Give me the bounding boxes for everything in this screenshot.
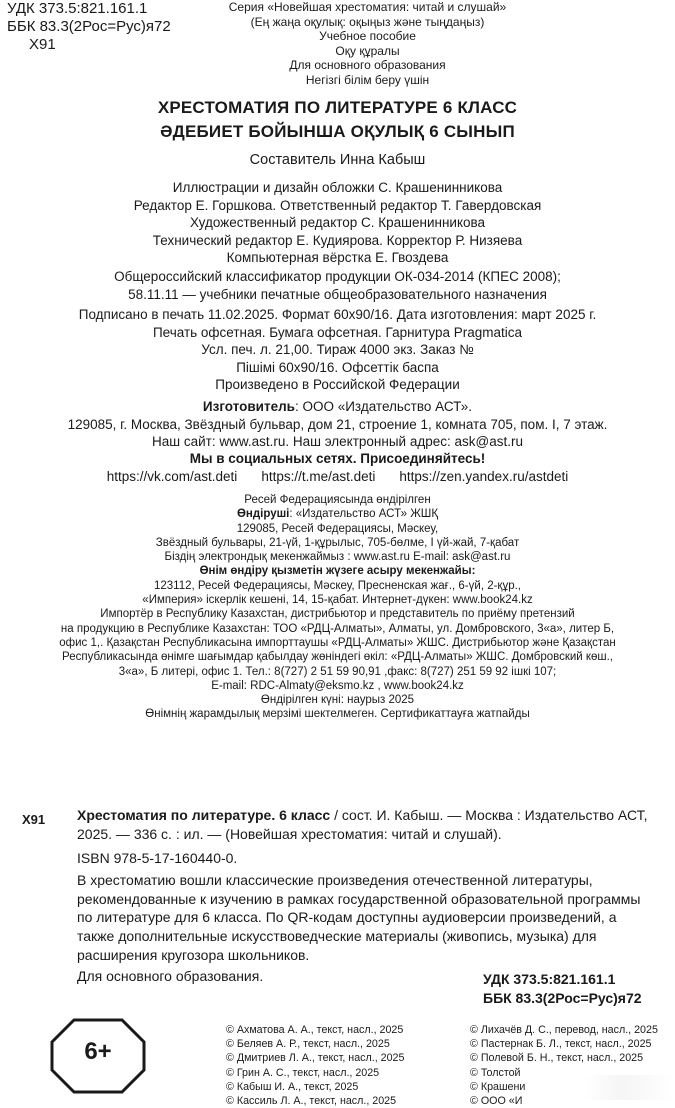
- classifier-line: Общероссийский классификатор продукции ОК-034-2014 (КПЕС 2008);: [114, 269, 561, 284]
- kz-line: Өндірілген күні: наурыз 2025: [260, 694, 415, 707]
- credit-line: Технический редактор Е. Кудиярова. Корректор Р. Низяева: [152, 232, 523, 248]
- kz-line: E-mail: RDC-Almaty@eksmo.kz , www.book24.kz: [211, 679, 464, 692]
- title-kazakh: ӘДЕБИЕТ БОЙЫНША ОҚУЛЫҚ 6 СЫНЫП: [160, 122, 515, 141]
- kz-line: 129085, Ресей Федерациясы, Мәскеу,: [236, 522, 439, 535]
- bbk-code: ББК 83.3(2Рос=Рус)я72: [483, 989, 642, 1006]
- series-line: Серия «Новейшая хрестоматия: читай и слушай»: [228, 0, 507, 14]
- copyright-line: © Крашени: [470, 1080, 526, 1093]
- social-link-zen[interactable]: https://zen.yandex.ru/astdeti: [399, 468, 569, 484]
- kz-line: Ресей Федерациясында өндірілген: [244, 494, 431, 506]
- credit-line: Редактор Е. Горшкова. Ответственный редактор Т. Гавердовская: [133, 197, 542, 213]
- copyright-line: © Дмитриев Л. А., текст, насл., 2025: [226, 1052, 405, 1065]
- print-line: Подписано в печать 11.02.2025. Формат 60х90/16. Дата изготовления: март 2025 г.: [78, 307, 597, 322]
- kz-line: Біздің электрондық мекенжаймыз : www.ast.ru E-mail: ask@ast.ru: [164, 551, 511, 564]
- kz-line: Звёздный бульвары, 21-үй, 1-құрылыс, 705-бөлме, I үй-жай, 7-қабат: [155, 536, 520, 549]
- kz-line: «Империя» іскерлік кешені, 14, 15-қабат. Интернет-дүкен: www.book24.kz: [142, 594, 533, 607]
- manufacturer-address: 129085, г. Москва, Звёздный бульвар, дом 21, строение 1, комната 705, пом. I, 7 этаж.: [67, 416, 608, 432]
- manufacturer-name: : ООО «Издательство АСТ».: [294, 399, 473, 414]
- series-block: [170, 0, 565, 87]
- author-sign: Х91: [29, 36, 56, 53]
- classifier-line: 58.11.11 — учебники печатные общеобразовательного назначения: [128, 286, 547, 302]
- social-heading: Мы в социальных сетях. Присоединяйтесь!: [189, 451, 486, 466]
- annotation: [77, 871, 655, 985]
- book-title: [0, 96, 675, 144]
- copyright-line: © Кассиль Л. А., текст, насл., 2025: [226, 1095, 397, 1108]
- manufacturer-site: Наш сайт: www.ast.ru. Наш электронный адрес: ask@ast.ru: [152, 434, 523, 449]
- copyright-line: © Беляев А. Р., текст, насл., 2025: [226, 1038, 390, 1051]
- udk-codes-bottom: [483, 970, 642, 1007]
- udk-codes-top: [7, 0, 171, 54]
- credits: [0, 179, 675, 267]
- bib-title: Хрестоматия по литературе. 6 класс: [77, 807, 331, 823]
- title-russian: ХРЕСТОМАТИЯ ПО ЛИТЕРАТУРЕ 6 КЛАСС: [157, 98, 518, 117]
- print-line: Печать офсетная. Бумага офсетная. Гарнитура Pragmatica: [152, 324, 523, 340]
- copyrights-left: [226, 1023, 404, 1108]
- classifier: [0, 268, 675, 303]
- bib-details: / сост. И. Кабыш. — Москва : Издательство АСТ, 2025. — 336 с. : ил. — (Новейшая хрестоматия: читай и слушай).: [77, 807, 648, 842]
- compiler: Составитель Инна Кабыш: [249, 152, 426, 168]
- credit-line: Художественный редактор С. Крашенинникова: [189, 215, 486, 230]
- kz-line: офис 1,. Қазақстан Республикасына импорттаушы «РДЦ-Алматы» ЖШС. Дистрибьютор және Қазақстан: [59, 636, 616, 649]
- social-links: [0, 468, 675, 486]
- kazakh-info: [0, 493, 675, 722]
- kz-line: Импортёр в Республику Казахстан, дистрибьютор и представитель по приёму претензий: [100, 608, 575, 621]
- annotation-text: В хрестоматию вошли классические произведения отечественной литературы, рекомендованные к изучению в рамках государственной образовательной программы по литературе для 6 класса. По QR-кодам доступны аудиоверсии произведений, а также дополнительные искусствоведческие материалы (живопись, музыка) для расширения кругозора школьников.: [77, 872, 641, 963]
- print-line: Усл. печ. л. 21,00. Тираж 4000 экз. Заказ №: [201, 342, 474, 357]
- print-line: Произведено в Российской Федерации: [215, 377, 460, 392]
- copyright-line: © Толстой: [470, 1066, 521, 1079]
- isbn: ISBN 978-5-17-160440-0.: [77, 850, 238, 866]
- series-line: Учебное пособие: [319, 29, 416, 43]
- series-line: Для основного образования: [289, 58, 446, 72]
- manufacturer: [0, 398, 675, 451]
- kz-producer: Өндіруші: «Издательство АСТ» ЖШҚ: [236, 508, 439, 521]
- series-line: Оқу құралы: [335, 43, 400, 58]
- bib-author-sign: Х91: [22, 812, 46, 827]
- credit-line: Иллюстрации и дизайн обложки С. Крашенинникова: [172, 180, 503, 195]
- manufacturer-label: Изготовитель: [202, 399, 295, 414]
- social-block: [0, 450, 675, 485]
- social-link-vk[interactable]: https://vk.com/ast.deti: [106, 468, 238, 484]
- kz-line: на продукцию в Республике Казахстан: ТОО «РДЦ-Алматы», Алматы, ул. Домбровского, 3«а», литер Б,: [60, 622, 615, 635]
- copyright-line: © Пастернак Б. Л., текст, насл., 2025: [470, 1038, 652, 1051]
- kz-claims-label: Өнім өндіру қызметін жүзеге асыру мекенжайы:: [199, 565, 476, 578]
- udk-code: УДК 373.5:821.161.1: [7, 0, 148, 17]
- bbk-code: ББК 83.3(2Рос=Рус)я72: [7, 18, 171, 35]
- kz-line: Өнімнің жарамдылық мерзімі шектелмеген. Сертификаттауға жатпайды: [145, 708, 530, 721]
- copyright-line: © Лихачёв Д. С., перевод, насл., 2025: [470, 1024, 658, 1036]
- udk-code: УДК 373.5:821.161.1: [483, 971, 616, 987]
- copyright-line: © Кабыш И. А., текст, 2025: [226, 1080, 359, 1093]
- series-line: (Ең жаңа оқулық: оқыңыз және тыңдаңыз): [250, 14, 485, 29]
- audience: Для основного образования.: [77, 967, 264, 984]
- series-line: Негізгі білім беру үшін: [305, 72, 430, 87]
- print-line: Пішімі 60х90/16. Офсеттік баспа: [236, 359, 439, 375]
- copyright-line: © Грин А. С., текст, насл., 2025: [226, 1066, 380, 1079]
- age-rating-text: 6+: [84, 1038, 112, 1065]
- bib-record: [77, 806, 657, 844]
- copyright-line: © Ахматова А. А., текст, насл., 2025: [226, 1024, 404, 1036]
- blurred-corner: [585, 1075, 675, 1100]
- credit-line: Компьютерная вёрстка Е. Гвоздева: [226, 250, 449, 265]
- print-info: [0, 306, 675, 394]
- kz-line: 3«а», Б литері, офис 1. Тел.: 8(727) 2 51 59 90,91 ,факс: 8(727) 251 59 92 ішкі 107;: [118, 665, 557, 678]
- social-link-telegram[interactable]: https://t.me/ast.deti: [261, 468, 376, 484]
- kz-line: Республикасында өнімге шағымдар қабылдау жөніндегі өкіл: «РДЦ-Алматы» ЖШС. Домбровский көш.,: [62, 651, 613, 664]
- manufacturer-line: [0, 398, 675, 416]
- copyright-line: © ООО «И: [470, 1095, 523, 1108]
- copyright-line: © Полевой Б. Н., текст, насл., 2025: [470, 1052, 644, 1065]
- kz-line: 123112, Ресей Федерациясы, Мәскеу, Пресненская жағ., 6-үй, 2-құр.,: [153, 579, 521, 592]
